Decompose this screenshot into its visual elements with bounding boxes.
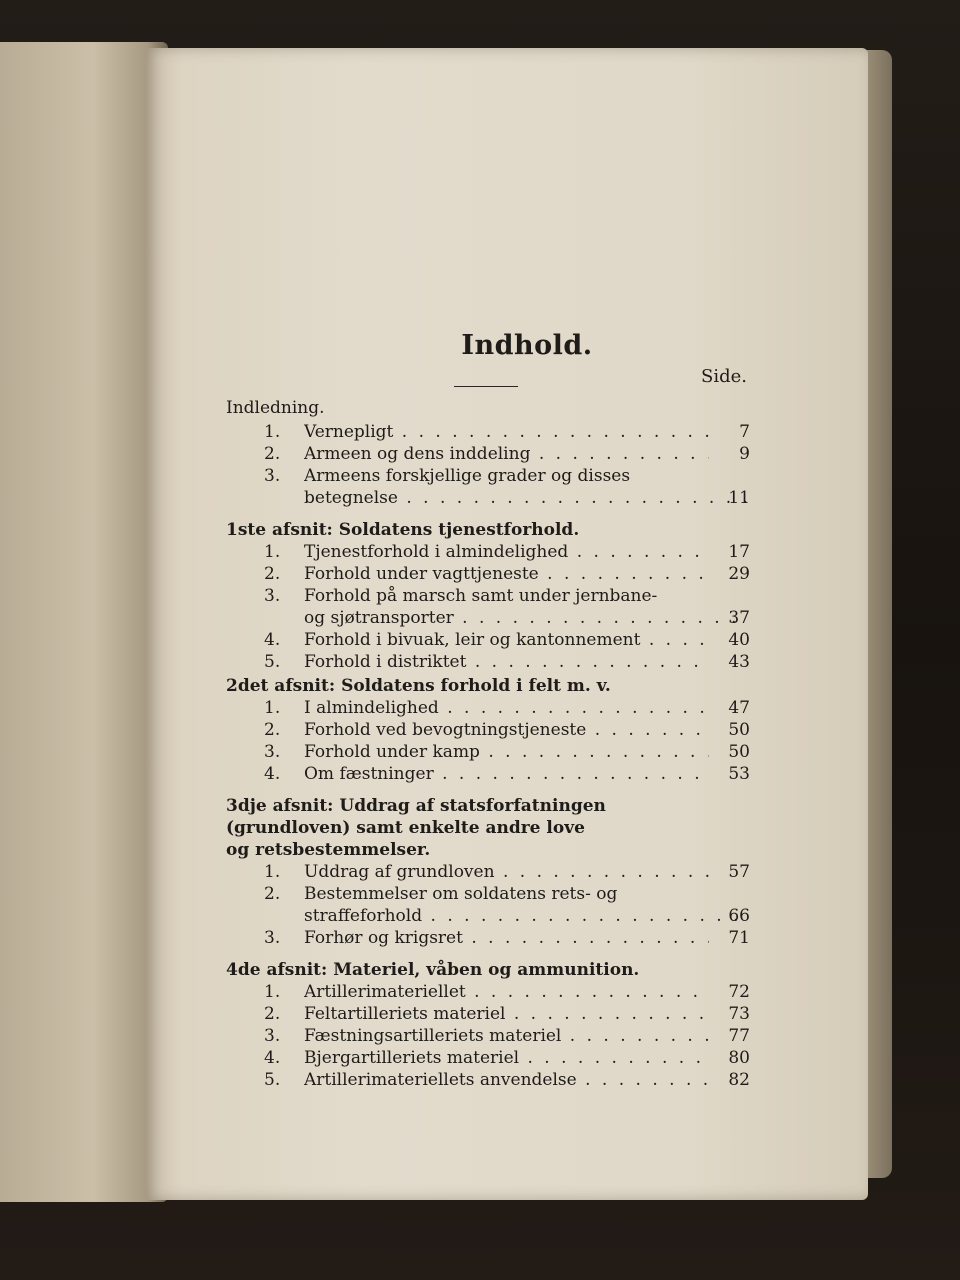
toc-entry: 1. I almindelighed . . . 47 bbox=[264, 698, 750, 720]
toc-entry: 4. Forhold i bivuak, leir og kantonnement . . . 40 bbox=[264, 630, 750, 652]
section-heading-1ste: 1ste afsnit: Soldatens tjenestforhold. bbox=[226, 520, 580, 540]
section-heading-4de: 4de afsnit: Materiel, våben og ammunition. bbox=[226, 960, 640, 980]
section-heading-3dje-line3: og retsbestemmelser. bbox=[226, 840, 431, 860]
section-heading-3dje-line2: (grundloven) samt enkelte andre love bbox=[226, 818, 585, 838]
toc-entry: 3. Armeens forskjellige grader og disses bbox=[264, 466, 631, 486]
toc-entry: 3. Forhold på marsch samt under jernbane- bbox=[264, 586, 658, 606]
toc-entry: 1. Uddrag af grundloven . . . 57 bbox=[264, 862, 750, 884]
toc-entry: 1. Vernepligt . . . 7 bbox=[264, 422, 750, 444]
left-page bbox=[0, 42, 168, 1202]
right-page bbox=[146, 48, 868, 1200]
toc-entry-continuation: straffeforhold . . . bbox=[304, 906, 749, 928]
toc-entry: 4. Bjergartilleriets materiel . . . 80 bbox=[264, 1048, 750, 1070]
section-heading-2det: 2det afsnit: Soldatens forhold i felt m. v. bbox=[226, 676, 611, 696]
toc-entry: 5. Forhold i distriktet . . . 43 bbox=[264, 652, 750, 674]
page-title: Indhold. bbox=[461, 330, 593, 361]
toc-entry-continuation: og sjøtransporter . . . bbox=[304, 608, 749, 630]
toc-entry: 4. Om fæstninger . . . 53 bbox=[264, 764, 750, 786]
toc-entry: 1. Artillerimateriellet . . . 72 bbox=[264, 982, 750, 1004]
toc-entry-page: 37 bbox=[728, 608, 750, 628]
toc-entry: 1. Tjenestforhold i almindelighed . . . 17 bbox=[264, 542, 750, 564]
toc-entry: 2. Bestemmelser om soldatens rets- og bbox=[264, 884, 618, 904]
toc-entry-page: 11 bbox=[728, 488, 750, 508]
toc-entry: 3. Forhold under kamp . . . 50 bbox=[264, 742, 750, 764]
toc-entry-continuation: betegnelse . . . bbox=[304, 488, 749, 510]
title-rule bbox=[454, 386, 518, 387]
toc-entry: 3. Fæstningsartilleriets materiel . . . 77 bbox=[264, 1026, 750, 1048]
toc-entry: 2. Feltartilleriets materiel . . . 73 bbox=[264, 1004, 750, 1026]
side-column-label: Side. bbox=[701, 366, 747, 387]
table-of-contents bbox=[146, 48, 868, 1200]
toc-entry-page: 66 bbox=[728, 906, 750, 926]
section-heading-3dje: 3dje afsnit: Uddrag af statsforfatningen bbox=[226, 796, 606, 816]
toc-entry: 2. Forhold under vagttjeneste . . . 29 bbox=[264, 564, 750, 586]
section-heading-indledning: Indledning. bbox=[226, 398, 325, 418]
toc-entry: 2. Forhold ved bevogtningstjeneste . . . 50 bbox=[264, 720, 750, 742]
toc-entry: 3. Forhør og krigsret . . . 71 bbox=[264, 928, 750, 950]
toc-entry: 5. Artillerimateriellets anvendelse . . . 82 bbox=[264, 1070, 750, 1092]
toc-entry: 2. Armeen og dens inddeling . . . 9 bbox=[264, 444, 750, 466]
